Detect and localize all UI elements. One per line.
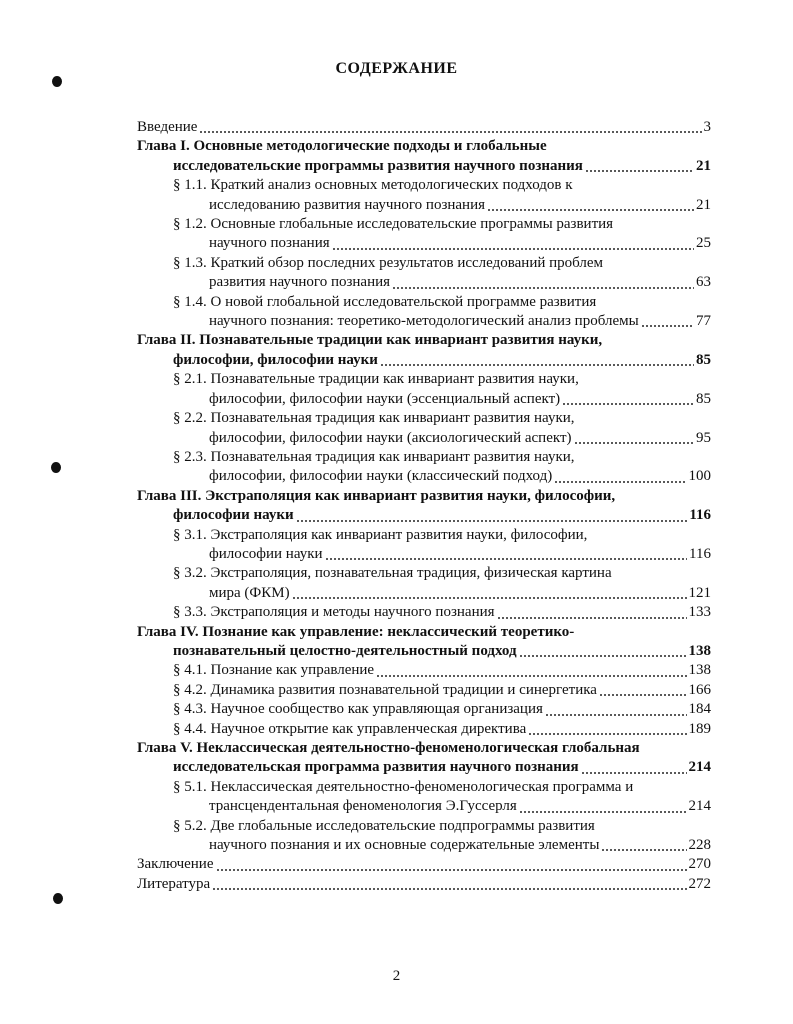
toc-section-title-cont: трансцендентальная феноменология Э.Гуссерля [209,798,517,815]
toc-section-1-2[interactable] [137,215,711,254]
dot-leader [392,287,694,289]
toc-section-title-cont: научного познания [209,235,330,252]
toc-section-3-1[interactable] [137,526,711,565]
toc-section-title: § 2.2. Познавательная традиция как инвариант развития науки, [173,410,575,427]
toc-section-title-cont: исследованию развития научного познания [209,196,486,213]
toc-section-3-3[interactable] [137,603,711,622]
toc-section-4-4[interactable] [137,720,711,739]
dot-leader [487,209,694,211]
toc-page-number: 77 [696,313,711,330]
dot-leader [519,811,687,813]
toc-page-number: 166 [688,681,711,698]
toc-chapter-title: Глава I. Основные методологические подходы и глобальные [137,138,547,155]
toc-section-title-cont: развития научного познания [209,274,391,291]
dot-leader [199,131,701,133]
toc-section-title: § 3.3. Экстраполяция и методы научного познания [173,604,495,621]
toc-page-number: 138 [688,662,711,679]
toc-section-3-2[interactable] [137,564,711,603]
toc-section-title: § 1.1. Краткий анализ основных методологических подходов к [173,177,573,194]
toc-section-title: § 1.2. Основные глобальные исследовательские программы развития [173,216,614,233]
dot-leader [332,248,694,250]
toc-entry-title: Литература [137,875,211,892]
toc-section-title: § 4.4. Научное открытие как управленческая директива [173,720,527,737]
toc-section-title: § 4.3. Научное сообщество как управляющая организация [173,701,543,718]
toc-section-title: § 2.1. Познавательные традиции как инвариант развития науки, [173,371,579,388]
toc-page-number: 270 [688,856,711,873]
toc-section-2-2[interactable] [137,409,711,448]
toc-page-number: 63 [696,274,711,291]
toc-section-2-3[interactable] [137,448,711,487]
toc-section-title-cont: научного познания и их основные содержательные элементы [209,837,600,854]
toc-section-title-cont: философии, философии науки (классический подход) [209,468,553,485]
toc-section-4-3[interactable] [137,700,711,719]
toc-section-title: § 4.2. Динамика развития познавательной традиции и синергетика [173,681,597,698]
toc-section-title: § 1.4. О новой глобальной исследовательской программе развития [173,293,597,310]
dot-leader [554,481,686,483]
punch-hole-middle [51,462,61,473]
dot-leader [325,558,688,560]
toc-section-title-cont: философии, философии науки (аксиологический аспект) [209,429,572,446]
toc-section-4-1[interactable] [137,661,711,680]
toc-section-5-1[interactable] [137,778,711,817]
toc-chapter-title-cont: исследовательская программа развития научного познания [173,759,579,776]
dot-leader [562,403,694,405]
toc-page-number: 138 [688,642,711,659]
toc-page-number: 214 [688,798,711,815]
toc-section-title: § 5.2. Две глобальные исследовательские подпрограммы развития [173,817,595,834]
toc-section-title: § 2.3. Познавательная традиция как инвариант развития науки, [173,448,575,465]
toc-section-title-cont: мира (ФКМ) [209,584,290,601]
toc-chapter-title: Глава IV. Познание как управление: неклассический теоретико- [137,623,575,640]
toc-section-4-2[interactable] [137,681,711,700]
toc-section-title: § 5.1. Неклассическая деятельностно-феноменологическая программа и [173,778,634,795]
toc-page-number: 214 [688,759,711,776]
toc-chapter-title-cont: исследовательские программы развития научного познания [173,157,583,174]
toc-chapter-title-cont: философии, философии науки [173,351,378,368]
toc-page-number: 121 [688,584,711,601]
toc-page-number: 21 [696,157,711,174]
toc-chapter-4[interactable] [137,623,711,662]
dot-leader [216,869,687,871]
dot-leader [641,325,694,327]
toc-page-number: 189 [688,720,711,737]
dot-leader [585,170,694,172]
dot-leader [497,617,687,619]
toc-chapter-1[interactable] [137,137,711,176]
dot-leader [545,714,687,716]
toc-section-1-3[interactable] [137,254,711,293]
toc-section-title: § 3.2. Экстраполяция, познавательная традиция, физическая картина [173,565,612,582]
punch-hole-bottom [53,893,63,904]
toc-page-number: 228 [688,837,711,854]
toc-section-1-1[interactable] [137,176,711,215]
toc-page-number: 25 [696,235,711,252]
toc-entry-intro[interactable] [137,118,711,137]
toc-page-number: 133 [688,604,711,621]
toc-page-number: 272 [688,875,711,892]
toc-page-number: 85 [696,390,711,407]
toc-section-title-cont: философии, философии науки (эссенциальный аспект) [209,390,561,407]
page-title: СОДЕРЖАНИЕ [335,60,458,77]
toc-section-5-2[interactable] [137,817,711,856]
toc-page-number: 85 [696,351,711,368]
toc-section-title-cont: научного познания: теоретико-методологический анализ проблемы [209,313,639,330]
toc-page-number: 116 [689,507,711,524]
toc-chapter-3[interactable] [137,487,711,526]
toc-entry-title: Заключение [137,856,214,873]
toc-section-title: § 1.3. Краткий обзор последних результатов исследований проблем [173,254,604,271]
toc-page-number: 100 [688,468,711,485]
toc-page-number: 184 [688,701,711,718]
table-of-contents [137,118,711,894]
dot-leader [601,849,686,851]
toc-section-title-cont: философии науки [209,545,323,562]
dot-leader [212,888,686,890]
toc-section-title: § 4.1. Познание как управление [173,662,375,679]
toc-entry-literature[interactable] [137,875,711,894]
toc-entry-title: Введение [137,119,198,135]
dot-leader [581,772,687,774]
dot-leader [376,675,686,677]
dot-leader [519,655,687,657]
toc-section-2-1[interactable] [137,370,711,409]
toc-chapter-title: Глава II. Познавательные традиции как инвариант развития науки, [137,332,603,349]
toc-page-number: 95 [696,429,711,446]
toc-entry-conclusion[interactable] [137,855,711,874]
dot-leader [296,520,688,522]
dot-leader [599,694,687,696]
dot-leader [380,364,694,366]
toc-section-1-4[interactable] [137,293,711,332]
toc-chapter-title: Глава III. Экстраполяция как инвариант развития науки, философии, [137,487,616,504]
toc-section-title: § 3.1. Экстраполяция как инвариант развития науки, философии, [173,526,588,543]
dot-leader [528,733,686,735]
toc-chapter-title: Глава V. Неклассическая деятельностно-феноменологическая глобальная [137,740,640,756]
toc-page-number: 116 [689,545,711,562]
toc-page-number: 21 [696,196,711,213]
toc-chapter-title-cont: познавательный целостно-деятельностный подход [173,642,517,659]
dot-leader [292,597,687,599]
page-number: 2 [392,968,401,984]
toc-chapter-2[interactable] [137,331,711,370]
toc-page-number: 3 [703,119,711,135]
dot-leader [574,442,695,444]
toc-chapter-title-cont: философии науки [173,507,294,524]
toc-chapter-5[interactable] [137,739,711,778]
